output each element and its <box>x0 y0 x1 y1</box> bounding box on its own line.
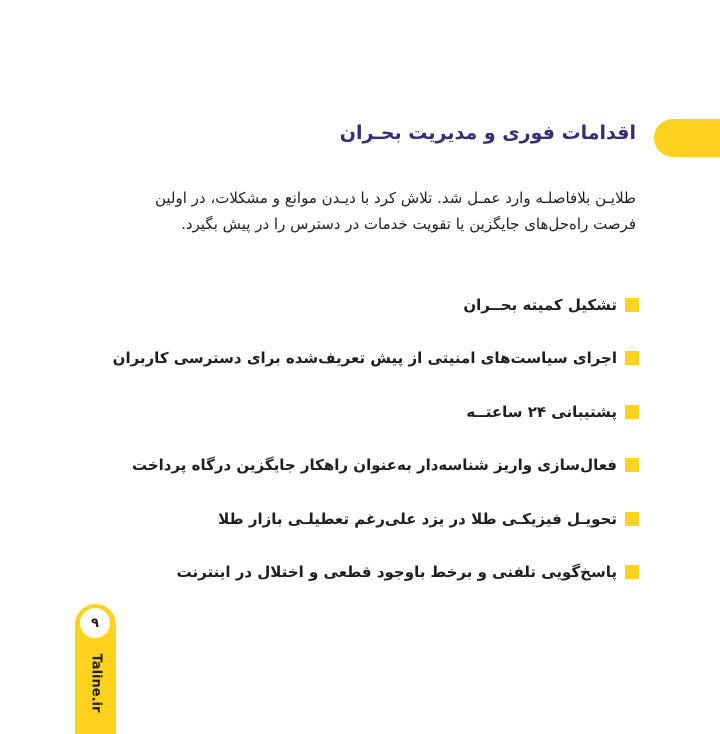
list-item-text: تحویـل فیزیکـی طلا در یزد علی‌رغم تعطیلـی بازار طلا <box>218 509 617 528</box>
bullet-square-icon <box>625 565 639 579</box>
bullet-square-icon <box>625 512 639 526</box>
list-item <box>113 505 639 532</box>
bullet-square-icon <box>625 458 639 472</box>
list-item <box>113 398 639 425</box>
list-item-text: پاسخ‌گویی تلفنی و برخط باوجود قطعی و اختلال در اینترنت <box>176 563 617 581</box>
list-item-text: اجرای سیاست‌های امنیتی از پیش تعریف‌شده برای دسترسی کاربران <box>112 349 617 367</box>
list-item-text: فعال‌سازی واریز شناسه‌دار به‌عنوان راهکار جایگزین درگاه پرداخت <box>131 456 617 474</box>
list-item <box>113 291 639 318</box>
intro-paragraph: طلایـن بلافاصلـه وارد عمـل شد. تلاش کرد با دیـدن موانع و مشکلات، در اولین فرصت راه‌حل‌های جایگزین یا تقویت خدمات در دسترس را در پیش بگیرد. <box>154 189 636 233</box>
bullet-square-icon <box>625 405 639 419</box>
list-item-text: تشکیل کمیته بحــران <box>463 295 617 314</box>
bullet-square-icon <box>625 298 639 312</box>
page-number: ۹ <box>80 608 110 638</box>
list-item <box>113 559 639 586</box>
action-list <box>113 291 639 612</box>
list-item <box>113 345 639 372</box>
section-title: اقدامات فوری و مدیریت بحـران <box>339 122 636 144</box>
list-item <box>113 452 639 479</box>
heading-accent-tab <box>654 119 720 157</box>
bullet-square-icon <box>625 351 639 365</box>
list-item-text: پشتیبانی ۲۴ ساعتــه <box>466 402 617 421</box>
brand-url: Taline.ir <box>88 653 104 713</box>
